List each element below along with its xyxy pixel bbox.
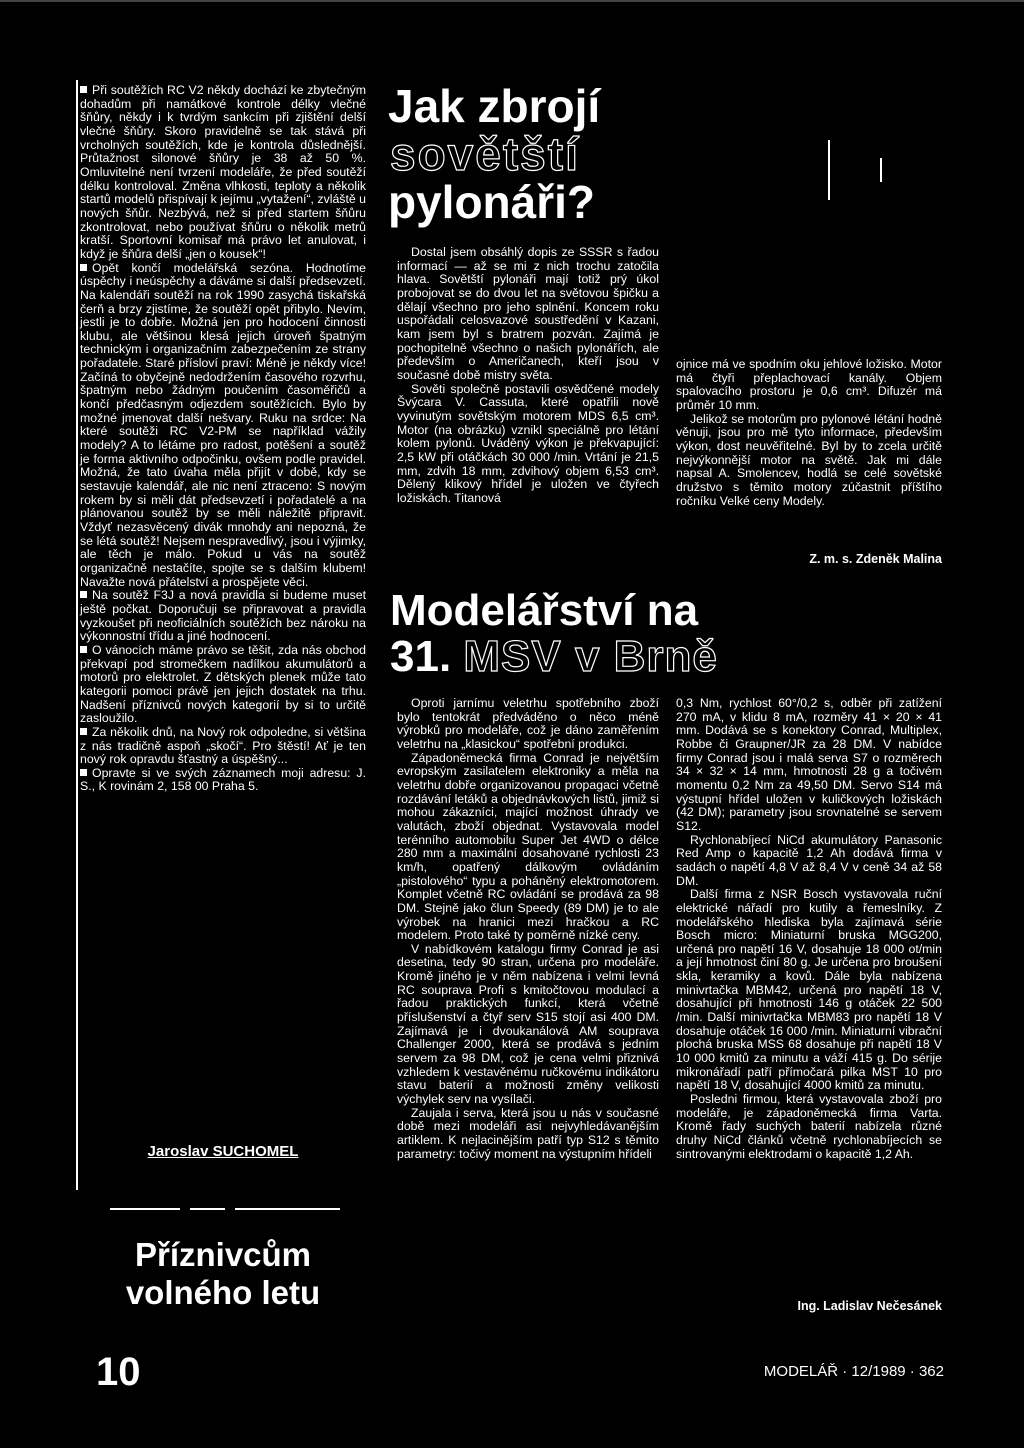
bullet-square-icon (80, 86, 87, 93)
engine-photo-mark-1 (828, 140, 830, 200)
article1-column-2 (676, 358, 942, 508)
left-column-rule (76, 80, 78, 1190)
article2-column-1 (397, 697, 659, 1161)
article1-signature: Z. m. s. Zdeněk Malina (809, 552, 942, 566)
article2-paragraph: 0,3 Nm, rychlost 60°/0,2 s, odběr při zatížení 270 mA, v klidu 8 mA, rozměry 41 × 20 × 41 mm. Dodává se s konektory Conrad, Multiplex, Robbe či Graupner/JR za 28 DM. V nabídce firmy Conrad jsou i malá serva S7 o rozměrech 34 × 32 × 14 mm, hmotnosti 28 g a točivém momentu 0,2 Nm za 49,50 DM. Servo S14 má výstupní hřídel uložen v kuličkových ložiskách (42 DM); parametry jsou srovnatelné se servem S12. (676, 696, 942, 833)
article1-title-line2: sovětští (390, 128, 580, 180)
left-article-author: Jaroslav SUCHOMEL (147, 1143, 299, 1160)
article2-title-line2 (390, 634, 718, 680)
article1-paragraph: ojnice má ve spodním oku jehlové ložisko. Motor má čtyři přeplachovací kanály. Objem spalovacího prostoru je 0,6 cm³. Difuzér má průměr 10 mm. (676, 357, 942, 412)
left-article-paragraph (80, 644, 366, 726)
paragraph-text: Při soutěžích RC V2 někdy dochází ke zbytečným dohadům při namátkové kontrole délky vlečné šňůry, někdy i k tvrdým sankcím při zjištění delší vlečné šňůry. Skoro pravidelně se tak stává při vrcholných soutěžích, kde je kontrola důslednější. Průtažnost silonové šňůry je 38 až 50 %. Omluvitelné není tvrzení modeláře, že před soutěží délku kontroloval. Změna vlhkosti, teploty a několik startů modelů přispívají k jejímu „vytažení“, zvláště u nových šňůr. Nezbývá, než si před startem šňůru zkontrolovat, nebo používat šňůru o několik metrů kratší. Sportovní komisař má právo let anulovat, i když je šňůra delší „jen o kousek“! (80, 83, 366, 261)
magazine-issue: MODELÁŘ · 12/1989 · 362 (763, 1363, 944, 1380)
left-column-article (80, 84, 366, 794)
article2-signature: Ing. Ladislav Nečesánek (797, 1299, 942, 1313)
article2-signature-wrap (676, 1297, 942, 1315)
article2-title-prefix: 31. (390, 632, 464, 681)
bullet-square-icon (80, 769, 87, 776)
paragraph-text: Za několik dnů, na Nový rok odpoledne, si většina z nás tradičně aspoň „skočí“. Pro štěstí! Ať je ten nový rok opravdu šťastný a úspěšný... (80, 724, 366, 767)
article2-paragraph: Západoněmecká firma Conrad je největším evropským zasilatelem elektroniky a měla na veletrhu dobře organizovanou propagaci včetně rozdávání letáků a objednávkových listů, jimiž si mohou zákazníci, mající možnost úhrady ve valutách, zboží objednat. Vystavovala model terénního automobilu Super Jet 4WD o délce 280 mm a maximální dosahované rychlosti 23 km/h, opatřený dálkovým ovládáním „pistolového“ typu a poháněný elektromotorem. Komplet včetně RC ovládání se prodává za 98 DM. Stejně jako člun Speedy (89 DM) je to ale výrobek na hranici mezi hračkou a RC modelem. Proto také ty poměrně nízké ceny. (397, 750, 659, 943)
bullet-square-icon (80, 591, 87, 598)
article2-paragraph: V nabídkovém katalogu firmy Conrad je asi desetina, tedy 90 stran, určena pro modeláře. Kromě jiného je v něm nabízena i velmi levná RC souprava Profi s kmitočtovou modulací a řadou praktických funkcí, která včetně příslušenství a čtyř serv S15 stojí asi 400 DM. Zajímavá je i dvoukanálová AM souprava Challenger 2000, která se prodává s jedním servem za 98 DM, což je cena velmi přiznivá vzhledem k vestavěnému ručkovému indikátoru stavu baterií a možnosti změny velikosti výchylek serv na vysílači. (397, 941, 659, 1107)
left-article-paragraph (80, 262, 366, 590)
section-title: Příznivcům volného letu (125, 1236, 321, 1311)
article1-title-line3: pylonáři? (388, 176, 596, 228)
left-article-paragraph (80, 726, 366, 767)
separator-dash-3 (235, 1208, 340, 1210)
bullet-square-icon (80, 728, 87, 735)
article2-paragraph: Další firma z NSR Bosch vystavovala ruční elektrické nářadí pro kutily a řemeslníky. Z modelářského hlediska byla zajímavá série Bosch micro: Miniaturní bruska MGG200, určená pro napětí 16 V, dosahuje 18 000 ot/min a její hmotnost činí 80 g. Je určena pro broušení skla, keramiky a kovů. Dále byla nabízena minivrtačka MBM42, určená pro napětí 18 V, dosahující při hmotnosti 146 g otáček 22 500 /min. Další minivrtačka MBM83 pro napětí 18 V dosahuje otáček 16 000 /min. Miniaturní vibrační plochá bruska MSS 68 dosahuje při napětí 18 V 10 000 kmitů za minutu a váží 415 g. Do sérije mikronářadí patří přímočará pilka MST 10 pro napětí 18 V, dosahující 4000 kmitů za minutu. (676, 887, 942, 1093)
article1-title-line1: Jak zbrojí (388, 80, 601, 132)
article2-paragraph: Rychlonabíjecí NiCd akumulátory Panasonic Red Amp o kapacitě 1,2 Ah dodává firma v sadách o napětí 4,8 V až 8,4 V v ceně 34 až 58 DM. (676, 832, 942, 888)
bullet-square-icon (80, 264, 87, 271)
separator-dash-1 (110, 1208, 180, 1210)
paragraph-text: Na soutěž F3J a nová pravidla si budeme muset ještě počkat. Doporučuji se připravovat a pravidla vyzkoušet při neoficiálních soutěžích bez nároku na výkonnostní třídu a jiné hodnocení. (80, 588, 366, 644)
paragraph-text: O vánocích máme právo se těšit, zda nás obchod překvapí pod stromečkem nadílkou akumulátorů a motorů pro elektrolet. Z dětských plenek může tato kategorii pomoci právě jen jejich dostatek na trhu. Nadšení příznivců nových kategorií by si to určitě zasloužilo. (80, 642, 366, 726)
scan-top-edge (0, 0, 1024, 2)
article2-paragraph: Oproti jarnímu veletrhu spotřebního zboží bylo tentokrát předváděno o něco méně výrobků pro modeláře, což je dáno zaměřením veletrhu na „klasickou“ spotřební produkci. (397, 696, 659, 751)
separator-dash-2 (190, 1208, 225, 1210)
article2-title-line1: Modelářství na (390, 586, 699, 635)
left-article-paragraph (80, 84, 366, 262)
left-author-wrap (80, 1143, 366, 1161)
article1-signature-wrap (676, 550, 942, 568)
paragraph-text: Opět končí modelářská sezóna. Hodnotíme úspěchy i neúspěchy a dáváme si další předsevzetí. Na kalendáři soutěží na rok 1990 zasychá tiskařská čerň a brzy zjistíme, že soutěží opět přibylo. Nevím, jestli je to dobře. Možná jen pro hodocení činnosti klubu, ale většinou klesá jejich úroveň špatným technickým i organizačním zabezpečením ze strany pořadatele. Staré přísloví praví: Méně je někdy více! Začíná to obyčejně nedodržením časového rozvrhu, špatným nebo žádným poučením časoměřičů a končí předčasným odjezdem soutěžících. Bylo by možné jmenovat další nešvary. Ruku na srdce: Na které soutěži RC V2-PM se například vážily modely? A to létáme pro radost, potěšení a soutěž je forma aktivního odpočinku, ovšem podle pravidel. Možná, že tato úvaha měla přijít v době, kdy se sestavuje kalendář, ale nic není ztraceno: S novým rokem by si měli dát předsevzetí i pořadatelé a na plánovanou soutěž by se měli náležitě připravit. Vždyť nezasvěcený divák mnohdy ani nepozná, že se létá soutěž! Nejsem nespravedlivý, jsou i výjimky, ale těch je málo. Pokud u vás na soutěž organizačně nestačíte, spojte se s dalším klubem! Navažte nová přátelství a prospějete věci. (80, 260, 366, 589)
engine-photo-mark-2 (880, 158, 882, 182)
left-article-paragraph (80, 589, 366, 644)
article2-paragraph: Posledni firmou, která vystavovala zboží pro modeláře, je západoněmecká firma Varta. Kromě řady suchých baterií nabízela různé druhy NiCd článků včetně rychlonabíjecích se sintrovanými elektrodami o kapacitě 1,2 Ah. (676, 1092, 942, 1161)
left-article-paragraph (80, 767, 366, 794)
article1-paragraph: Jelikož se motorům pro pylonové létání hodně věnuji, jsou pro mě tyto informace, především výkon, dost neuvěřitelné. Byl by to zcela určitě nejvýkonnější motor na světě. Jak mi dále napsal A. Smolencev, hodlá se celé sovětské družstvo s těmito motory zúčastnit příštího ročníku Velké ceny Modely. (676, 411, 942, 508)
article2-column-2 (676, 697, 942, 1161)
article1-paragraph: Dostal jsem obsáhlý dopis ze SSSR s řadou informací — až se mi z nich trochu zatočila hlava. Sovětští pylonáři mají totiž prý úkol probojovat se do dvou let na světovou špičku a dělají všechno pro jeho splnění. Koncem roku uspořádali celosvazové soustředění v Kazani, kam jsem byl s bratrem pozván. Zajímá je pochopitelně všechno o našich pylonářích, ale především o Američanech, kteří jsou v současné době mistry světa. (397, 245, 659, 382)
page-number: 10 (96, 1350, 141, 1394)
paragraph-text: Opravte si ve svých záznamech moji adresu: J. S., K rovinám 2, 158 00 Praha 5. (80, 765, 366, 794)
article1-paragraph: Sověti společně postavili osvědčené modely Švýcara V. Cassuta, které opatřili nově vyvinutým sovětským motorem MDS 6,5 cm³. Motor (na obrázku) vznikl speciálně pro létání kolem pylonů. Uváděný výkon je překvapující: 2,5 kW při otáčkách 30 000 /min. Vrtání je 21,5 mm, zdvih 18 mm, zdvihový objem 6,53 cm³. Dělený klikový hřídel je uložen ve čtyřech ložiskách. Titanová (397, 381, 659, 505)
article1-column-1 (397, 246, 659, 505)
article2-paragraph: Zaujala i serva, která jsou u nás v současné době mezi modeláři asi nejvyhledávanějším artiklem. K nejlacinějším patří typ S12 s těmito parametry: točivý moment na výstupním hřídeli (397, 1105, 659, 1161)
bullet-square-icon (80, 646, 87, 653)
article2-title-hollow: MSV v Brně (463, 632, 718, 681)
